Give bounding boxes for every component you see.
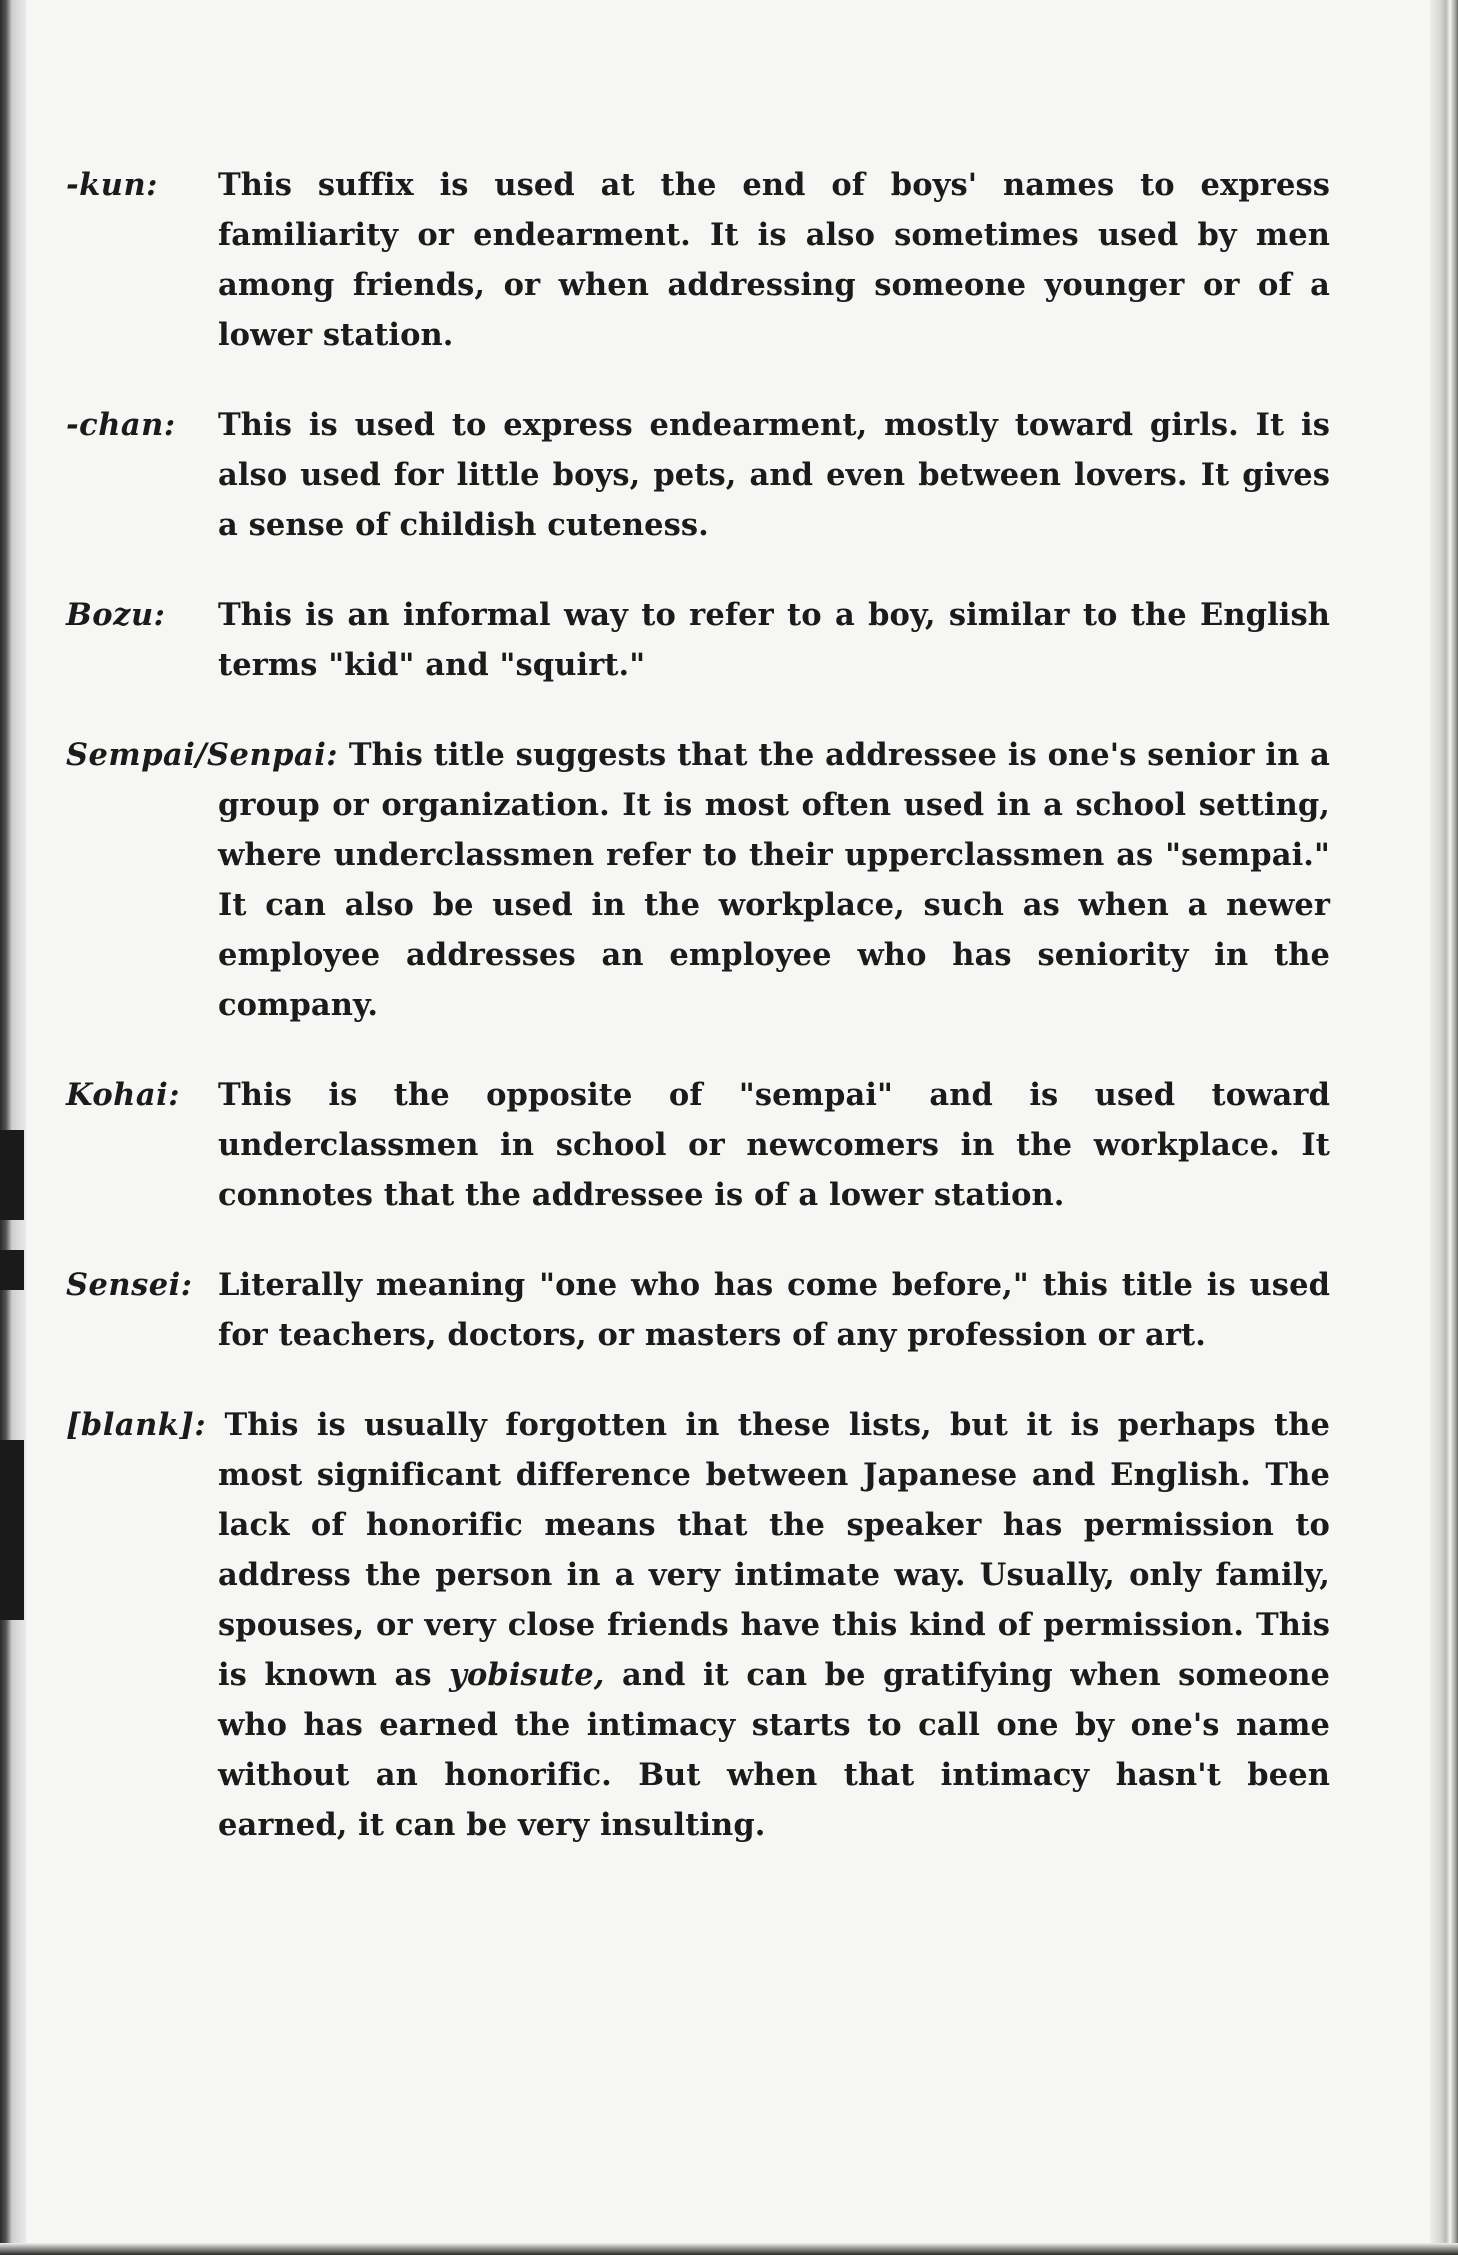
- page-left-edge: [0, 0, 26, 2255]
- page-bottom-edge: [0, 2243, 1458, 2255]
- edge-mark: [0, 1440, 24, 1620]
- definition-kun: This suffix is used at the end of boys' names to express familiarity or endearment. It is also sometimes used by men among friends, or when addressing someone younger or of a lower station.: [218, 167, 1330, 353]
- definition-blank-term: yobisute,: [449, 1657, 605, 1693]
- glossary-entry-blank: [66, 1400, 1331, 1850]
- term-bozu: Bozu:: [66, 597, 166, 633]
- edge-mark: [0, 1130, 24, 1220]
- term-chan: -chan:: [66, 407, 176, 443]
- page-right-edge: [1430, 0, 1458, 2255]
- edge-mark: [0, 1250, 24, 1290]
- term-sensei: Sensei:: [66, 1267, 193, 1303]
- glossary-entry-chan: [66, 400, 1330, 550]
- term-blank: [blank]:: [66, 1407, 207, 1443]
- glossary-entry-kohai: [66, 1070, 1330, 1220]
- term-kohai: Kohai:: [66, 1077, 180, 1113]
- definition-blank-part2: and it can be gratifying when someone who has earned the intimacy starts to call one by one's name without an honorific. But when that intimacy hasn't been earned, it can be very insulting.: [218, 1657, 1330, 1843]
- definition-sensei: Literally meaning "one who has come before," this title is used for teachers, doctors, or masters of any profession or art.: [218, 1267, 1330, 1353]
- definition-sempai: This title suggests that the addressee is one's senior in a group or organization. It is most often used in a school setting, where underclassmen refer to their upperclassmen as "sempai." It can also be used in the workplace, such as when a newer employee addresses an employee who has seniority in the company.: [218, 737, 1331, 1023]
- term-sempai: Sempai/Senpai:: [66, 737, 339, 773]
- glossary-entry-sensei: [66, 1260, 1330, 1360]
- glossary-entry-bozu: [66, 590, 1330, 690]
- glossary-page: [66, 160, 1331, 1850]
- term-kun: -kun:: [66, 167, 158, 203]
- definition-blank-part1: This is usually forgotten in these lists, but it is perhaps the most significant difference between Japanese and English. The lack of honorific means that the speaker has permission to address the person in a very intimate way. Usually, only family, spouses, or very close friends have this kind of permission. This is known as: [218, 1407, 1331, 1693]
- glossary-entry-kun: [66, 160, 1330, 360]
- definition-kohai: This is the opposite of "sempai" and is used toward underclassmen in school or newcomers in the workplace. It connotes that the addressee is of a lower station.: [218, 1077, 1330, 1213]
- glossary-entry-sempai: [66, 730, 1331, 1030]
- definition-chan: This is used to express endearment, mostly toward girls. It is also used for little boys, pets, and even between lovers. It gives a sense of childish cuteness.: [218, 407, 1330, 543]
- definition-bozu: This is an informal way to refer to a boy, similar to the English terms "kid" and "squirt.": [218, 597, 1330, 683]
- definition-blank: [218, 1407, 1330, 1843]
